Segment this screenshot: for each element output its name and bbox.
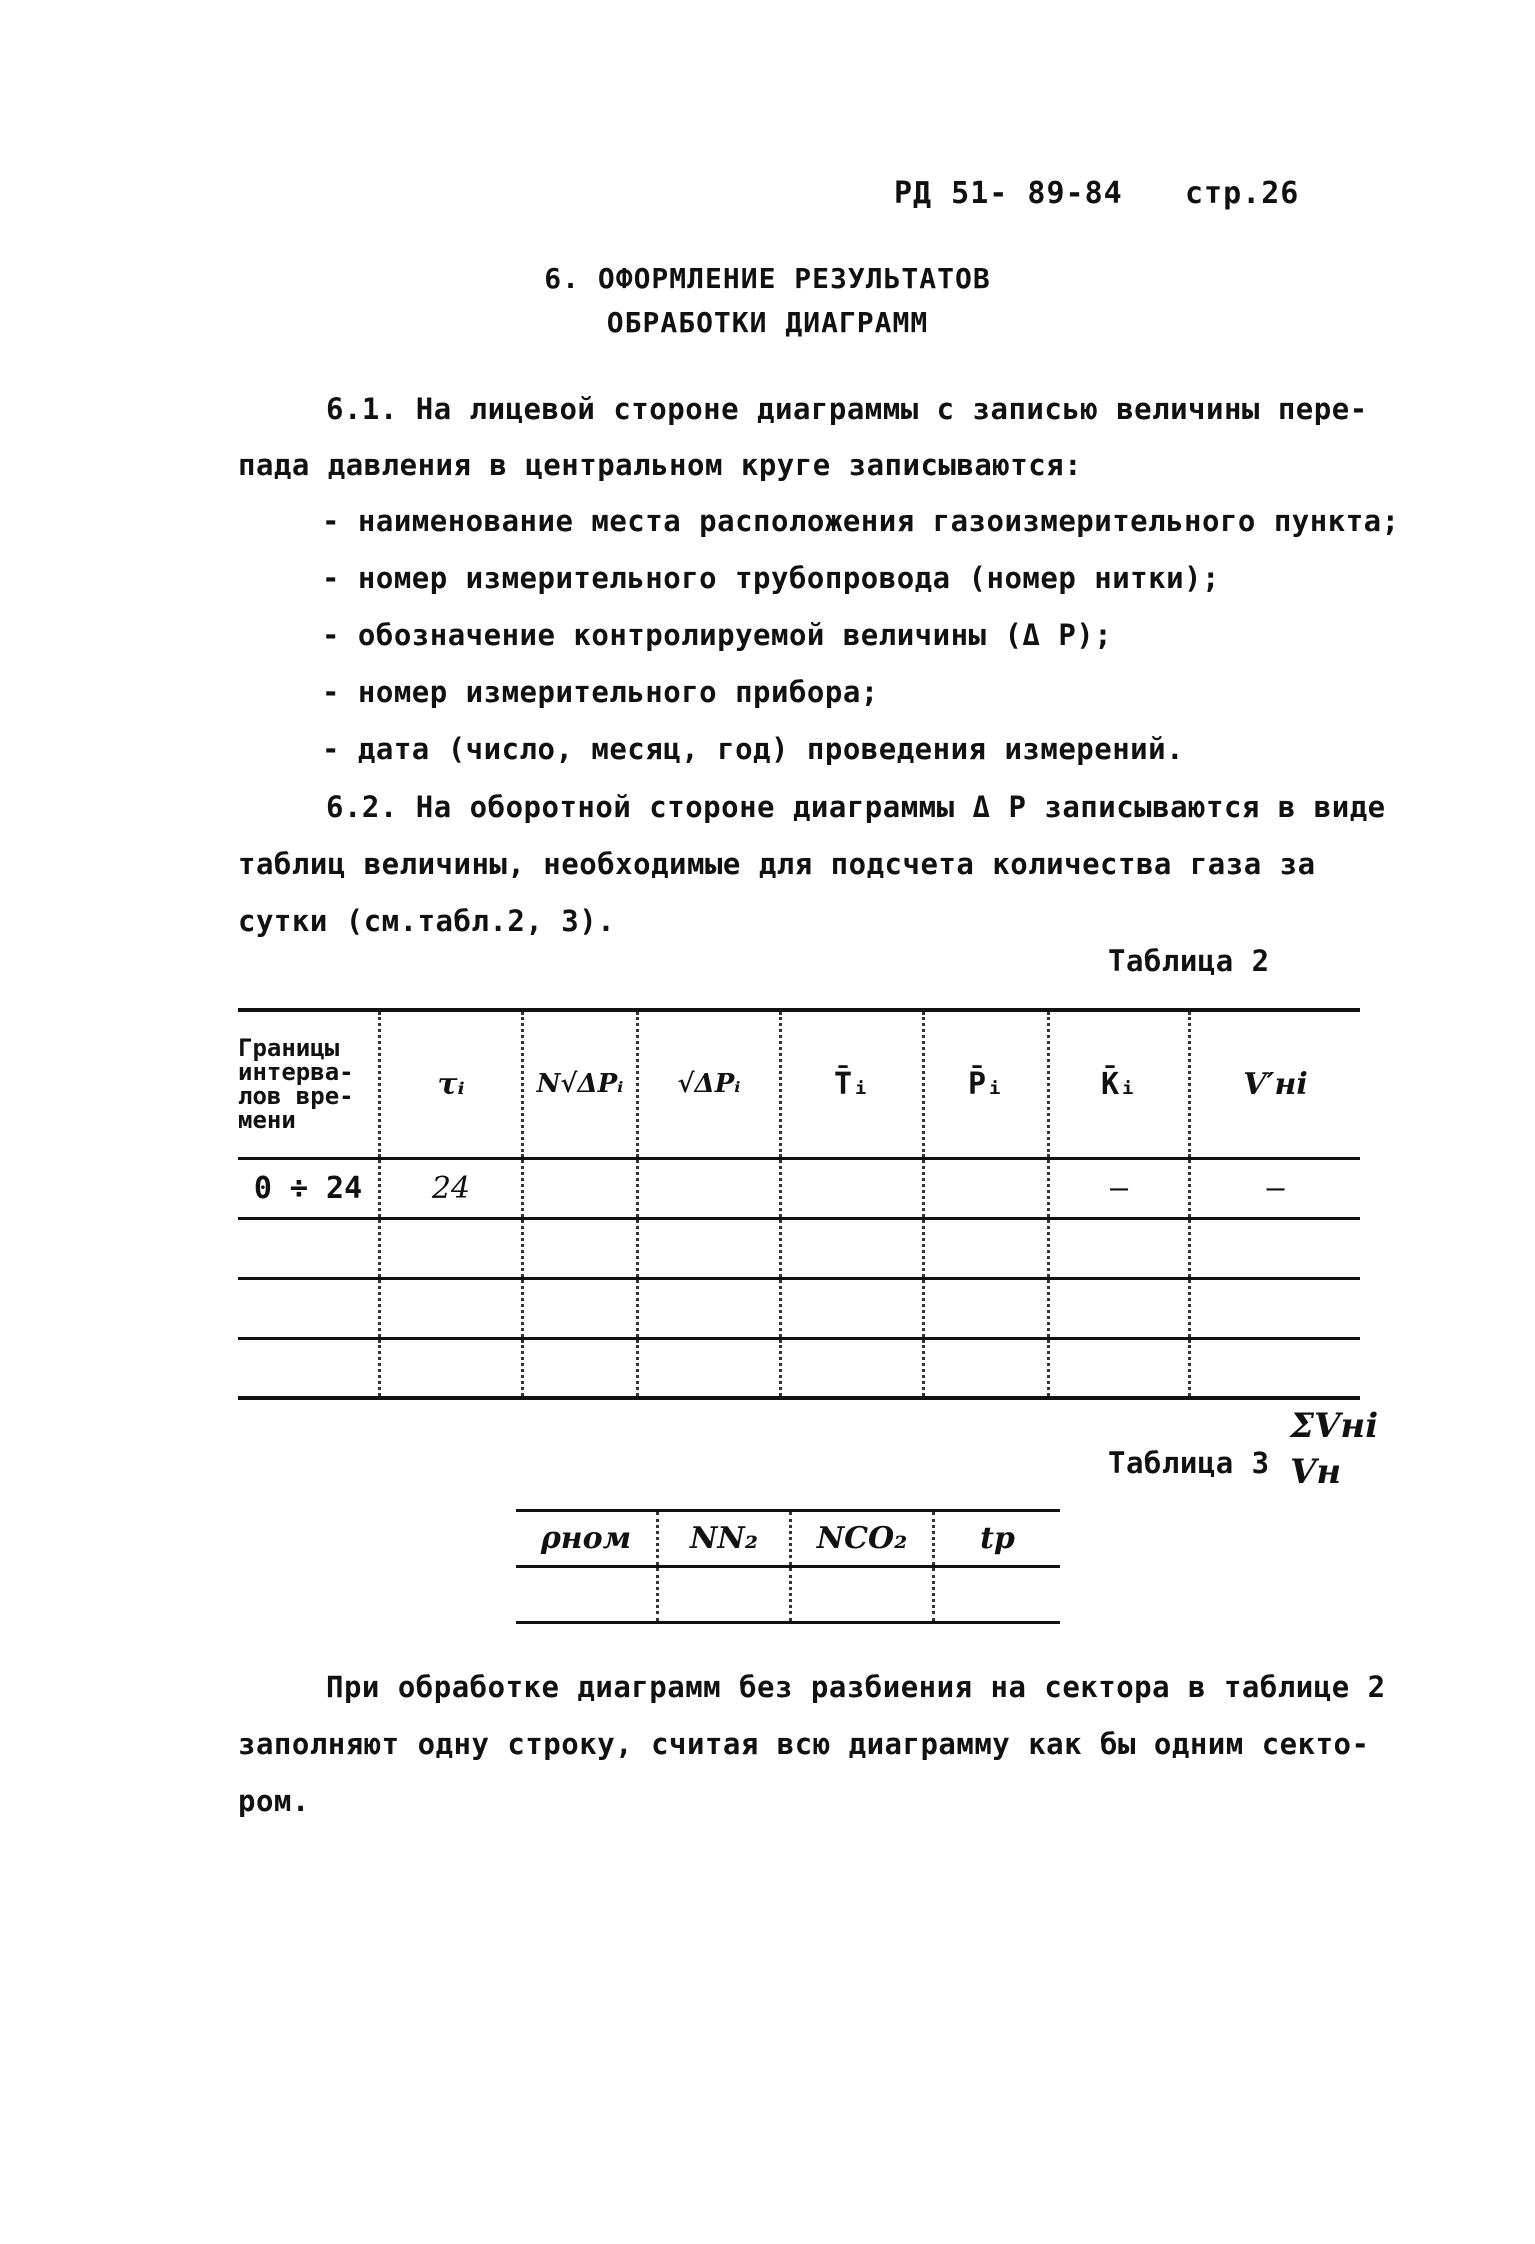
table3-header-n2: NN₂ — [658, 1511, 791, 1567]
paragraph-6-1-line2: пада давления в центральном круге записываются: — [238, 448, 1083, 482]
table2-cell — [781, 1218, 924, 1278]
section-title-line1: 6. ОФОРМЛЕНИЕ РЕЗУЛЬТАТОВ — [544, 262, 991, 295]
table2-header-tau: τᵢ — [380, 1010, 523, 1158]
table2-cell — [781, 1278, 924, 1338]
table2-cell — [924, 1158, 1049, 1218]
table2-cell — [638, 1218, 781, 1278]
table-row — [238, 1218, 1360, 1278]
footer-paragraph-line3: ром. — [238, 1784, 310, 1818]
table-row — [238, 1158, 1360, 1218]
list-item: - дата (число, месяц, год) проведения измерений. — [322, 732, 1185, 766]
table2-cell — [523, 1158, 638, 1218]
table2-header-p: P̄ᵢ — [924, 1010, 1049, 1158]
table2-cell — [1190, 1278, 1361, 1338]
table-3 — [516, 1509, 1060, 1624]
table3-header-co2: NCO₂ — [791, 1511, 934, 1567]
table-row — [516, 1567, 1060, 1623]
document-code: РД 51- 89-84 — [894, 176, 1123, 211]
table2-header-k: K̄ᵢ — [1049, 1010, 1190, 1158]
table2-cell — [380, 1338, 523, 1398]
table2-cell — [924, 1218, 1049, 1278]
list-item: - номер измерительного трубопровода (номер нитки); — [322, 561, 1220, 595]
list-item: - номер измерительного прибора; — [322, 675, 879, 709]
footer-paragraph-line1: При обработке диаграмм без разбиения на сектора в таблице 2 — [326, 1670, 1386, 1704]
table2-header-t: T̄ᵢ — [781, 1010, 924, 1158]
table3-header-tp: tp — [934, 1511, 1061, 1567]
table3-header-rho: ρном — [540, 1521, 632, 1556]
table3-cell — [791, 1567, 934, 1623]
table2-cell — [638, 1158, 781, 1218]
table3-cell — [658, 1567, 791, 1623]
table2-header-v: V′нi — [1190, 1010, 1361, 1158]
table2-cell — [380, 1278, 523, 1338]
table2-cell — [924, 1278, 1049, 1338]
table2-header-intervals: Границы интерва- лов вре- мени — [238, 1034, 354, 1135]
table2-cell — [523, 1338, 638, 1398]
table-row — [238, 1278, 1360, 1338]
list-item: - наименование места расположения газоизмерительного пункта; — [322, 504, 1400, 538]
table-2 — [238, 1008, 1360, 1400]
table2-cell — [1049, 1338, 1190, 1398]
paragraph-6-2-line3: сутки (см.табл.2, 3). — [238, 904, 616, 938]
table2-cell — [523, 1218, 638, 1278]
table2-cell — [1190, 1218, 1361, 1278]
annotation-v: Vн — [1290, 1452, 1342, 1492]
table3-cell — [516, 1567, 658, 1623]
table2-cell: 0 ÷ 24 — [253, 1170, 363, 1206]
footer-paragraph-line2: заполняют одну строку, считая всю диаграмму как бы одним секто- — [238, 1727, 1370, 1761]
table2-cell — [1049, 1218, 1190, 1278]
table3-cell — [934, 1567, 1061, 1623]
section-title-line2: ОБРАБОТКИ ДИАГРАММ — [606, 306, 929, 339]
paragraph-6-2-line2: таблиц величины, необходимые для подсчета количества газа за — [238, 847, 1316, 881]
table2-cell — [1049, 1278, 1190, 1338]
table2-cell: — — [1049, 1158, 1190, 1218]
table2-cell — [638, 1338, 781, 1398]
table2-cell — [924, 1338, 1049, 1398]
table2-cell — [238, 1338, 380, 1398]
table2-header-sqrt-dp: √ΔPᵢ — [638, 1010, 781, 1158]
table2-cell — [380, 1218, 523, 1278]
table2-header-n-sqrt-dp: N√ΔPᵢ — [523, 1010, 638, 1158]
paragraph-6-1-line1: 6.1. На лицевой стороне диаграммы с записью величины пере- — [326, 392, 1368, 426]
table2-cell — [238, 1218, 380, 1278]
table3-caption: Таблица 3 — [1108, 1446, 1270, 1480]
table2-cell — [1190, 1338, 1361, 1398]
page-number: стр.26 — [1185, 176, 1300, 211]
table2-caption: Таблица 2 — [1108, 944, 1270, 978]
table2-cell: — — [1190, 1158, 1361, 1218]
table2-cell — [238, 1278, 380, 1338]
table2-cell — [781, 1158, 924, 1218]
table2-cell — [781, 1338, 924, 1398]
annotation-sum-v: ΣVнi — [1290, 1406, 1379, 1446]
list-item: - обозначение контролируемой величины (Δ Р); — [322, 618, 1113, 652]
table-row — [238, 1338, 1360, 1398]
table2-cell — [638, 1278, 781, 1338]
paragraph-6-2-line1: 6.2. На оборотной стороне диаграммы Δ Р записываются в виде — [326, 790, 1386, 824]
table2-cell — [523, 1278, 638, 1338]
table2-cell: 24 — [380, 1158, 523, 1218]
